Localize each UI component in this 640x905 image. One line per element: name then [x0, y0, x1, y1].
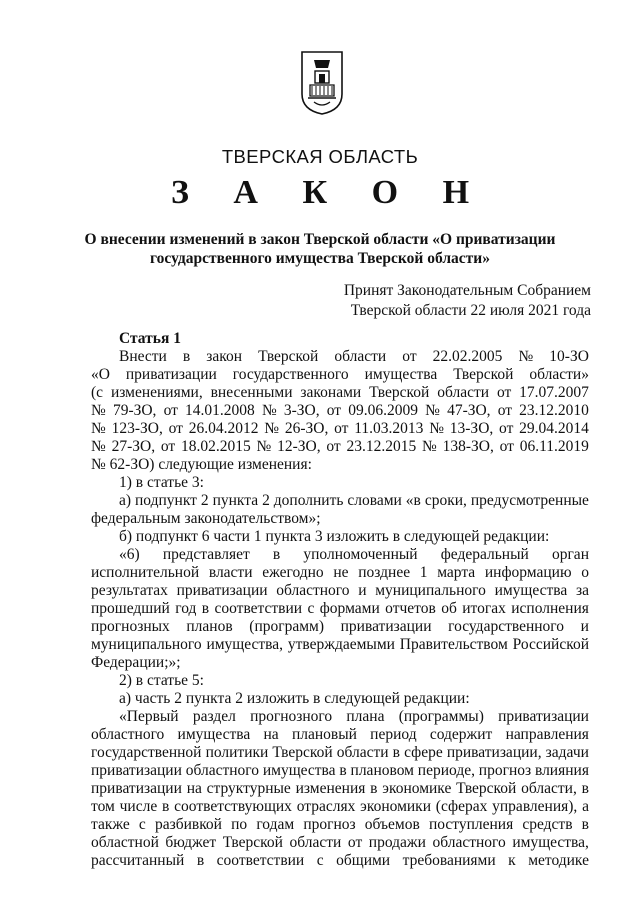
word: имущества	[177, 726, 251, 743]
word: имущества	[494, 582, 568, 599]
adoption-note-line: Принят Законодательным Собранием	[343, 282, 591, 299]
word: к	[508, 852, 516, 869]
word: исполнительной	[91, 564, 200, 581]
word: №	[91, 438, 106, 455]
word: в	[201, 600, 210, 617]
word: формами	[319, 600, 380, 617]
word: Тверской	[222, 834, 283, 851]
word: плана	[346, 708, 385, 725]
text-line	[91, 762, 589, 780]
word: экономике	[382, 780, 452, 797]
word: и	[580, 618, 589, 635]
word: 13-ЗО,	[449, 420, 494, 437]
adoption-note	[344, 281, 591, 321]
word: позднее	[358, 564, 411, 581]
word: закон	[206, 348, 243, 365]
word: планов	[186, 618, 233, 635]
text-line: б) подпункт 6 части 1 пункта 3 изложить в следующей редакции:	[119, 528, 550, 545]
word: областного	[276, 582, 350, 599]
word: государственного	[232, 366, 349, 383]
word: имущества	[262, 762, 336, 779]
word: области	[437, 384, 490, 401]
word: власти	[208, 564, 253, 581]
word: 47-ЗО,	[447, 402, 491, 419]
word: №	[518, 348, 534, 365]
text-line	[91, 618, 589, 636]
word: №	[256, 438, 272, 455]
word: муниципального	[375, 582, 486, 599]
word: периоде,	[417, 762, 475, 779]
text-line	[91, 438, 589, 456]
text-line	[91, 636, 589, 654]
word: том	[91, 798, 115, 815]
word: в	[162, 798, 170, 815]
text-line	[91, 348, 589, 366]
word: 1	[419, 564, 428, 581]
word: имущества,	[206, 636, 284, 653]
word: прогноз	[303, 816, 356, 833]
word: №	[261, 402, 277, 419]
word: от	[499, 420, 514, 437]
word: в	[392, 744, 400, 761]
word: имущества,	[512, 834, 589, 851]
word: приватизации	[91, 762, 182, 779]
text-line: 2) в статье 5:	[119, 672, 204, 689]
law-title	[0, 230, 640, 268]
word: уполномоченный	[303, 546, 418, 563]
word: на	[263, 726, 279, 743]
word: подпункт	[135, 492, 197, 509]
word: «О	[91, 366, 110, 383]
word: за	[575, 582, 589, 599]
word: Правительством	[399, 636, 508, 653]
word: отраслях	[296, 798, 356, 815]
word: структурные	[206, 780, 291, 797]
word: предусмотренные	[470, 492, 589, 509]
word: объемов	[364, 816, 420, 833]
word: (с	[91, 384, 104, 401]
word: №	[422, 438, 437, 455]
word: №	[425, 402, 440, 419]
word: по	[231, 816, 248, 833]
word: 29.04.2014	[519, 420, 589, 437]
word: областной	[91, 834, 159, 851]
word: соответствии	[214, 600, 303, 617]
word: (сферах	[435, 798, 488, 815]
word: области	[336, 744, 389, 761]
word: в	[370, 780, 378, 797]
word: орган	[551, 546, 589, 563]
word: изменения	[295, 780, 366, 797]
word: содержит	[429, 726, 493, 743]
text-line	[91, 546, 589, 564]
word: муниципального	[91, 636, 202, 653]
text-line	[91, 582, 589, 600]
word: соответствии	[216, 852, 305, 869]
word: информацию	[484, 564, 572, 581]
word: продажи	[368, 834, 426, 851]
word: 138-ЗО,	[442, 438, 494, 455]
word: приватизации	[176, 582, 268, 599]
word: итогах	[462, 600, 506, 617]
word: от	[326, 438, 341, 455]
word: влияния	[534, 762, 589, 779]
word: поступления	[428, 816, 514, 833]
text-line	[91, 834, 589, 852]
word: а)	[119, 492, 132, 509]
word: приватизации,	[446, 744, 542, 761]
word: 23.12.2015	[346, 438, 417, 455]
word: от	[347, 834, 363, 851]
word: с	[316, 852, 324, 869]
word: требованиями	[402, 852, 496, 869]
text-line	[91, 600, 589, 618]
word: методике	[528, 852, 589, 869]
word: 09.06.2009	[348, 402, 418, 419]
text-line: федеральным законодательством»;	[91, 510, 321, 527]
text-line: 1) в статье 3:	[119, 474, 204, 491]
word: 26-ЗО,	[284, 420, 329, 437]
text-line	[91, 366, 589, 384]
text-line	[91, 798, 589, 816]
word: Тверской	[453, 366, 514, 383]
word: законами	[300, 384, 362, 401]
word: 10-ЗО	[549, 348, 589, 365]
word: а	[582, 798, 589, 815]
word: 123-ЗО,	[111, 420, 163, 437]
word: областного	[432, 834, 506, 851]
text-line	[91, 492, 589, 510]
word: средств	[522, 816, 573, 833]
text-line	[91, 816, 589, 834]
word: разбивкой	[154, 816, 222, 833]
word: в	[182, 348, 191, 365]
word: от	[334, 420, 349, 437]
word: 18.02.2015	[180, 438, 251, 455]
word: области	[334, 348, 387, 365]
text-line	[91, 852, 589, 870]
word: «в	[405, 492, 421, 509]
word: Тверской	[456, 780, 517, 797]
word: рассчитанный	[91, 852, 185, 869]
word: также	[91, 816, 130, 833]
word: об	[441, 600, 457, 617]
word: бюджет	[165, 834, 217, 851]
word: 2	[262, 492, 270, 509]
text-line: а) часть 2 пункта 2 изложить в следующей редакции:	[119, 690, 470, 707]
word: Внести	[119, 348, 167, 365]
word: задачи	[545, 744, 589, 761]
word: словами	[347, 492, 402, 509]
word: приватизации	[498, 708, 589, 725]
law-title-line: О внесении изменений в закон Тверской области «О приватизации	[84, 231, 556, 248]
word: государственной	[91, 744, 202, 761]
word: в	[272, 546, 281, 563]
word: от	[499, 438, 514, 455]
word: 27-ЗО,	[111, 438, 156, 455]
word: государственного	[448, 618, 565, 635]
word: числе	[119, 798, 158, 815]
word: области»	[529, 366, 589, 383]
word: от	[160, 438, 176, 455]
word: на	[186, 780, 202, 797]
law-title-line: государственного имущества Тверской области»	[150, 250, 490, 267]
word: годам	[256, 816, 295, 833]
text-line	[91, 402, 589, 420]
law-heading: З А К О Н	[170, 174, 488, 211]
word: ежегодно	[262, 564, 324, 581]
word: (программ)	[249, 618, 325, 635]
word: 79-ЗО,	[112, 402, 157, 419]
word: 23.12.2010	[519, 402, 589, 419]
word: не	[333, 564, 349, 581]
word: имущества	[364, 366, 438, 383]
word: направления	[505, 726, 589, 743]
word: 12-ЗО,	[277, 438, 321, 455]
coat-of-arms-emblem	[300, 50, 344, 116]
word: 26.04.2012	[188, 420, 259, 437]
word: плановом	[350, 762, 414, 779]
word: сроки,	[424, 492, 467, 509]
word: Тверской	[369, 384, 430, 401]
word: №	[264, 420, 280, 437]
text-line	[91, 384, 589, 402]
word: (программы)	[398, 708, 484, 725]
word: 2	[200, 492, 209, 509]
word: от	[326, 402, 342, 419]
word: 3-ЗО,	[283, 402, 320, 419]
word: пункта	[212, 492, 259, 509]
word: от	[402, 348, 417, 365]
article-body	[91, 330, 589, 870]
word: приватизации	[91, 780, 182, 797]
word: приватизации	[125, 366, 217, 383]
text-line	[91, 708, 589, 726]
word: 14.01.2008	[185, 402, 255, 419]
word: отчетов	[385, 600, 436, 617]
word: представляет	[162, 546, 250, 563]
word: дополнить	[273, 492, 344, 509]
word: №	[91, 402, 106, 419]
word: 11.03.2013	[354, 420, 424, 437]
word: области,	[521, 780, 577, 797]
word: общими	[336, 852, 391, 869]
text-line	[91, 726, 589, 744]
word: в	[581, 780, 589, 797]
word: марта	[437, 564, 476, 581]
word: от	[496, 384, 512, 401]
word: раздел	[192, 708, 236, 725]
adoption-note-line: Тверской области 22 июля 2021 года	[350, 302, 591, 319]
word: приватизации	[340, 618, 432, 635]
word: изменениями,	[110, 384, 203, 401]
word: политики	[205, 744, 269, 761]
word: областного	[185, 762, 260, 779]
word: в	[196, 852, 205, 869]
word: 22.02.2005	[432, 348, 503, 365]
text-line: Федерации;»;	[91, 654, 181, 671]
text-line	[91, 780, 589, 798]
word: соответствующих	[174, 798, 292, 815]
word: год	[175, 600, 197, 617]
word: областного	[91, 726, 165, 743]
article-heading: Статья 1	[119, 330, 181, 347]
word: Российской	[512, 636, 589, 653]
word: исполнения	[511, 600, 589, 617]
word: федеральный	[440, 546, 529, 563]
word: экономики	[360, 798, 431, 815]
word: 17.07.2007	[519, 384, 589, 401]
word: «Первый	[119, 708, 179, 725]
text-line	[91, 420, 589, 438]
word: сфере	[404, 744, 443, 761]
text-line: № 62-ЗО) следующие изменения:	[91, 456, 312, 473]
text-line	[91, 744, 589, 762]
word: №	[91, 420, 106, 437]
word: от	[168, 420, 183, 437]
word: от	[497, 402, 513, 419]
word: прогнозного	[250, 708, 333, 725]
word: №	[429, 420, 444, 437]
word: Тверской	[272, 744, 333, 761]
word: в	[339, 762, 347, 779]
word: период	[370, 726, 417, 743]
word: Тверской	[258, 348, 319, 365]
word: прогнозных	[91, 618, 170, 635]
word: 06.11.2019	[519, 438, 589, 455]
word: от	[163, 402, 178, 419]
word: с	[138, 816, 146, 833]
word: плановый	[291, 726, 357, 743]
word: «6)	[119, 546, 140, 563]
word: области	[289, 834, 342, 851]
text-line	[91, 564, 589, 582]
word: и	[358, 582, 367, 599]
word: внесенными	[210, 384, 293, 401]
word: результатах	[91, 582, 168, 599]
region-name: ТВЕРСКАЯ ОБЛАСТЬ	[221, 146, 419, 167]
word: в	[581, 816, 589, 833]
word: о	[581, 564, 589, 581]
word: с	[307, 600, 315, 617]
word: утверждаемыми	[287, 636, 395, 653]
word: управления),	[492, 798, 578, 815]
word: прогноз	[478, 762, 532, 779]
word: прошедший	[91, 600, 170, 617]
